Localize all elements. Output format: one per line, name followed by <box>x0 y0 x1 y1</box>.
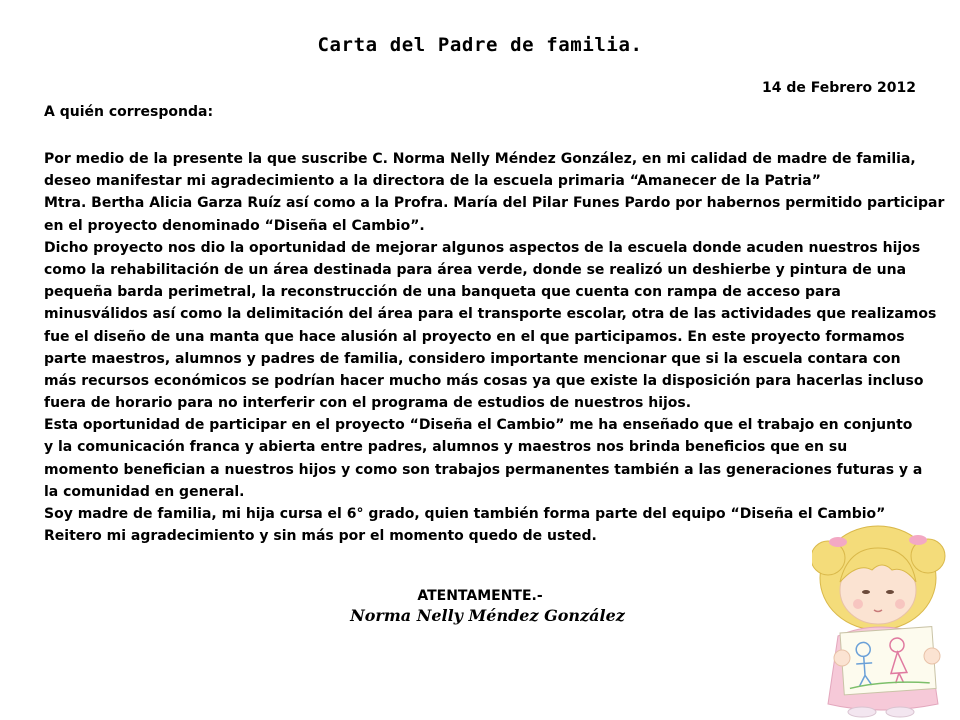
body-line: la comunidad en general. <box>44 483 245 500</box>
drawing-paper <box>840 627 936 695</box>
closing-text: ATENTAMENTE.- <box>417 588 543 604</box>
eye-left <box>862 590 870 594</box>
body-line: momento benefician a nuestros hijos y como son trabajos permanentes también a las generaciones futuras y a <box>44 461 923 478</box>
bow-left <box>829 537 847 547</box>
body-line: deseo manifestar mi agradecimiento a la directora de la escuela primaria “Amanecer de la Patria” <box>44 173 821 190</box>
body-line: más recursos económicos se podrían hacer mucho más cosas ya que existe la disposición para hacerlas incluso <box>44 372 924 389</box>
body-line: minusválidos así como la delimitación del área para el transporte escolar, otra de las actividades que realizamos <box>44 306 937 323</box>
girl-illustration <box>812 518 958 718</box>
body-line: Por medio de la presente la que suscribe C. Norma Nelly Méndez González, en mi calidad de madre de familia, <box>44 151 916 167</box>
eye-right <box>886 590 894 594</box>
cheek-left <box>853 599 863 609</box>
body-line: fue el diseño de una manta que hace alusión al proyecto en el que participamos. En este proyecto formamos <box>44 328 905 345</box>
body-line: en el proyecto denominado “Diseña el Cambio”. <box>44 217 425 234</box>
letter-greeting: A quién corresponda: <box>44 104 214 120</box>
body-line: pequeña barda perimetral, la reconstrucción de una banqueta que cuenta con rampa de acceso para <box>44 284 841 301</box>
body-line: Esta oportunidad de participar en el proyecto “Diseña el Cambio” me ha enseñado que el trabajo en conjunto <box>44 417 913 434</box>
letter-body <box>44 148 945 547</box>
signature: Norma Nelly Méndez González <box>350 606 625 625</box>
body-line: Soy madre de familia, mi hija cursa el 6° grado, quien también forma parte del equipo “Diseña el Cambio” <box>44 506 886 522</box>
body-line: Reitero mi agradecimiento y sin más por el momento quedo de usted. <box>44 528 597 545</box>
bow-right <box>909 535 927 545</box>
body-line: y la comunicación franca y abierta entre padres, alumnos y maestros nos brinda beneficios que en su <box>44 439 848 456</box>
body-line: parte maestros, alumnos y padres de familia, considero importante mencionar que si la escuela contara con <box>44 350 901 367</box>
shoe-right <box>886 707 914 717</box>
body-line: Dicho proyecto nos dio la oportunidad de mejorar algunos aspectos de la escuela donde acuden nuestros hijos <box>44 239 921 256</box>
body-line: fuera de horario para no interferir con el programa de estudios de nuestros hijos. <box>44 395 692 412</box>
letter-date: 14 de Febrero 2012 <box>761 80 916 96</box>
hand-left <box>834 650 850 666</box>
shoe-left <box>848 707 876 717</box>
hand-right <box>924 648 940 664</box>
letter-title: Carta del Padre de familia. <box>317 34 643 56</box>
body-line: como la rehabilitación de un área destinada para área verde, donde se realizó un deshierbe y pintura de una <box>44 261 907 278</box>
cheek-right <box>895 599 905 609</box>
body-line: Mtra. Bertha Alicia Garza Ruíz así como a la Profra. María del Pilar Funes Pardo por habernos permitido participar <box>44 195 945 212</box>
